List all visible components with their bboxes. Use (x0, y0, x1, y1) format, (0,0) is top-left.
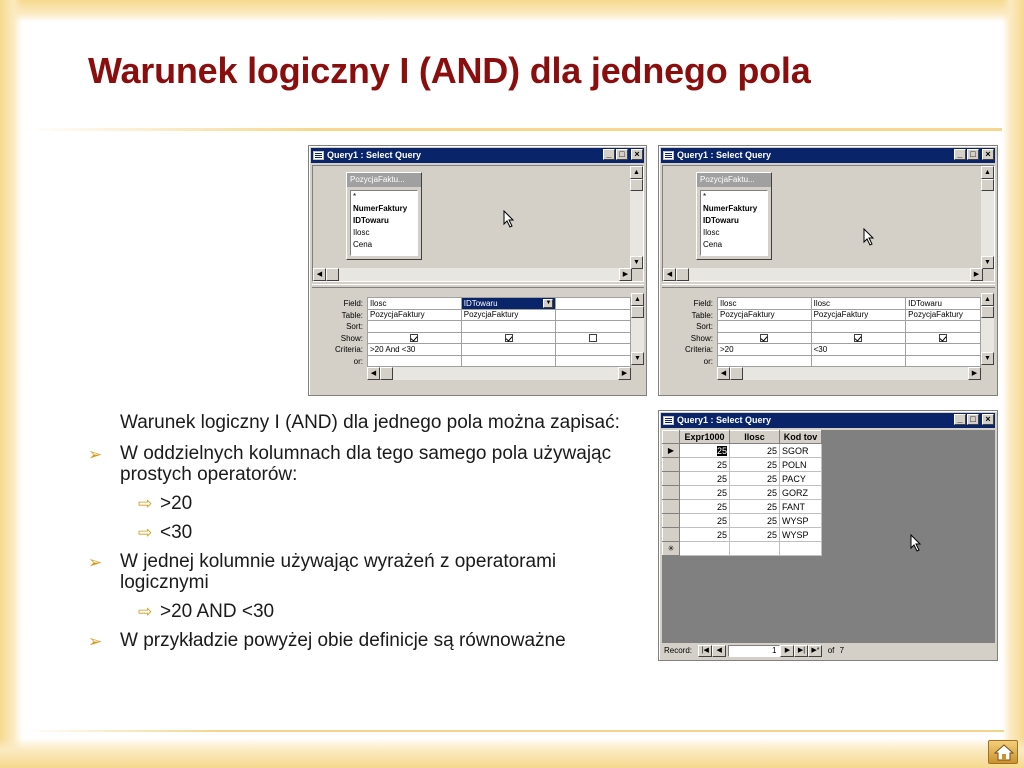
scroll-thumb[interactable] (981, 306, 994, 318)
field-list-item[interactable]: NumerFaktury (703, 204, 758, 213)
hollow-arrow-icon: ⇨ (138, 494, 153, 513)
show-checkbox[interactable] (939, 334, 947, 342)
grid-horizontal-scrollbar[interactable] (367, 367, 631, 380)
record-selector[interactable] (663, 458, 680, 472)
arrowhead-icon: ➢ (88, 445, 103, 464)
grid-cell-criteria[interactable] (556, 344, 631, 356)
close-button[interactable]: × (631, 149, 643, 160)
bullet-text: W przykładzie powyżej obie definicje są równoważne (120, 630, 566, 651)
column-header[interactable]: Expr1000 (680, 431, 730, 444)
record-selector[interactable] (663, 514, 680, 528)
table-cell[interactable]: POLN (780, 458, 822, 472)
record-selector[interactable] (663, 486, 680, 500)
scroll-left-button[interactable]: ◀ (663, 268, 676, 281)
grid-cell-criteria[interactable]: >20 (718, 344, 812, 356)
grid-vertical-scrollbar[interactable] (631, 293, 644, 365)
scroll-up-button[interactable]: ▲ (630, 166, 643, 179)
scroll-down-button[interactable]: ▼ (981, 352, 994, 365)
table-cell[interactable]: 25 (730, 444, 780, 458)
grid-cell-or[interactable] (461, 355, 556, 367)
total-records: 7 (839, 646, 845, 655)
grid-cell-sort[interactable] (811, 321, 906, 333)
show-checkbox[interactable] (505, 334, 513, 342)
bullet-text: W jednej kolumnie używając wyrażeń z operatorami logicznymi (120, 551, 557, 593)
query-icon (663, 416, 674, 425)
field-list-item[interactable]: IDTowaru (703, 216, 739, 225)
query-icon (313, 151, 324, 160)
table-cell[interactable]: GORZ (780, 486, 822, 500)
bullet-item (88, 630, 648, 651)
grid-cell-sort[interactable] (556, 321, 631, 333)
grid-cell-table[interactable]: PozycjaFaktury (461, 309, 556, 321)
scroll-left-button[interactable]: ◀ (367, 367, 380, 380)
window-titlebar (661, 413, 995, 428)
table-cell[interactable]: 25 (680, 514, 730, 528)
field-list-item[interactable]: Cena (353, 240, 373, 249)
slide-body (88, 412, 648, 659)
horizontal-scrollbar[interactable] (313, 268, 632, 281)
grid-cell-or[interactable] (368, 355, 462, 367)
grid-cell-show (718, 332, 812, 344)
grid-cell-or[interactable] (906, 355, 981, 367)
dropdown-arrow-icon[interactable]: ▼ (543, 299, 553, 308)
table-cell[interactable]: 25 (680, 458, 730, 472)
query-icon (663, 151, 674, 160)
grid-cell-or[interactable] (718, 355, 812, 367)
row-label-show: Show: (690, 333, 713, 343)
grid-cell-field[interactable]: Ilosc (811, 298, 906, 310)
grid-cell-show (811, 332, 906, 344)
scroll-thumb[interactable] (676, 268, 689, 281)
first-record-button[interactable]: |◀ (698, 645, 712, 657)
select-all-corner[interactable] (663, 431, 680, 444)
grid-row-labels (309, 298, 363, 367)
row-label-criteria: Criteria: (334, 345, 363, 354)
field-list-item[interactable]: * (353, 192, 357, 201)
column-header[interactable]: Kod tov (780, 431, 822, 444)
grid-cell-show (461, 332, 556, 344)
sub-bullet-text: <30 (160, 522, 193, 543)
window-title: Query1 : Select Query (677, 150, 772, 160)
arrowhead-icon: ➢ (88, 553, 103, 572)
table-cell[interactable]: 25 (730, 500, 780, 514)
grid-cell-show (368, 332, 462, 344)
window-title: Query1 : Select Query (677, 415, 772, 425)
grid-cell-criteria[interactable] (906, 344, 981, 356)
previous-record-button[interactable]: ◀ (712, 645, 726, 657)
scroll-thumb[interactable] (326, 268, 339, 281)
scroll-thumb[interactable] (631, 306, 644, 318)
record-number-input[interactable]: 1 (728, 645, 780, 657)
table-cell[interactable]: 25 (680, 528, 730, 542)
show-checkbox[interactable] (760, 334, 768, 342)
table-cell[interactable]: 25 (680, 500, 730, 514)
scroll-thumb[interactable] (630, 179, 643, 191)
maximize-button[interactable]: □ (967, 149, 979, 160)
design-grid (717, 297, 981, 367)
sub-bullet-item (88, 522, 648, 543)
grid-cell-criteria[interactable]: >20 And <30 (368, 344, 462, 356)
grid-cell-sort[interactable] (461, 321, 556, 333)
slide-frame-left (0, 0, 22, 768)
pane-splitter[interactable] (312, 284, 644, 288)
scroll-up-button[interactable]: ▲ (631, 293, 644, 306)
scroll-right-button[interactable]: ▶ (970, 268, 983, 281)
query-design-window-left (308, 145, 647, 396)
next-record-button[interactable]: ▶ (780, 645, 794, 657)
cell-value: 25 (716, 445, 727, 456)
grid-cell-field[interactable]: IDTowaru (906, 298, 981, 310)
of-label: of (827, 646, 835, 655)
mouse-pointer-icon (863, 228, 875, 246)
record-selector[interactable] (663, 528, 680, 542)
grid-cell-or[interactable] (556, 355, 631, 367)
record-selector[interactable] (663, 472, 680, 486)
grid-vertical-scrollbar[interactable] (981, 293, 994, 365)
sub-bullet-text: >20 (160, 493, 193, 514)
field-list-item[interactable]: * (703, 192, 707, 201)
grid-row-labels (659, 298, 713, 367)
scroll-thumb[interactable] (380, 367, 393, 380)
grid-cell-table[interactable]: PozycjaFaktury (368, 309, 462, 321)
new-record-button[interactable]: ▶* (808, 645, 822, 657)
table-cell[interactable]: 25 (730, 472, 780, 486)
column-header[interactable]: Ilosc (730, 431, 780, 444)
scroll-right-button[interactable]: ▶ (619, 268, 632, 281)
grid-cell-field[interactable]: Ilosc (718, 298, 812, 310)
field-list-item[interactable]: Ilosc (703, 228, 720, 237)
grid-horizontal-scrollbar[interactable] (717, 367, 981, 380)
table-cell[interactable]: 25 (730, 514, 780, 528)
sub-bullet-text: >20 AND <30 (160, 601, 275, 622)
minimize-button[interactable]: _ (954, 414, 966, 425)
field-list-box[interactable] (346, 172, 422, 260)
record-navigation-bar (664, 643, 994, 659)
slide-frame-right (1002, 0, 1024, 768)
scroll-down-button[interactable]: ▼ (631, 352, 644, 365)
grid-cell-sort[interactable] (718, 321, 812, 333)
table-cell[interactable]: 25 (680, 486, 730, 500)
grid-cell-field-value: IDTowaru (463, 298, 498, 308)
grid-cell-criteria[interactable]: <30 (811, 344, 906, 356)
footer-divider (22, 730, 1004, 732)
row-label-table: Table: (691, 310, 713, 320)
row-label-criteria: Criteria: (684, 345, 713, 354)
row-label-field: Field: (693, 299, 713, 308)
new-record-asterisk-icon[interactable]: ✳ (663, 542, 680, 556)
record-selector[interactable] (663, 500, 680, 514)
pane-splitter[interactable] (662, 284, 995, 288)
table-pane (662, 165, 995, 282)
bullet-text: W oddzielnych kolumnach dla tego samego pola używając prostych operatorów: (120, 443, 612, 485)
slide-title: Warunek logiczny I (AND) dla jednego pola (88, 50, 811, 91)
field-list-item[interactable]: NumerFaktury (353, 204, 408, 213)
scroll-up-button[interactable]: ▲ (981, 293, 994, 306)
row-label-or: or: (353, 356, 363, 366)
hollow-arrow-icon: ⇨ (138, 602, 153, 621)
table-cell[interactable]: FANT (780, 500, 822, 514)
table-cell[interactable] (680, 444, 730, 458)
scroll-thumb[interactable] (981, 179, 994, 191)
bullet-item (88, 443, 648, 485)
mouse-pointer-icon (503, 210, 515, 228)
row-label-field: Field: (343, 299, 363, 308)
sub-bullet-item (88, 493, 648, 514)
field-list-box[interactable] (696, 172, 772, 260)
scroll-left-button[interactable]: ◀ (313, 268, 326, 281)
design-grid (367, 297, 631, 367)
minimize-button[interactable]: _ (603, 149, 615, 160)
field-list-item[interactable]: IDTowaru (353, 216, 389, 225)
show-checkbox[interactable] (854, 334, 862, 342)
scroll-down-button[interactable]: ▼ (981, 256, 994, 269)
close-button[interactable]: × (982, 414, 994, 425)
slide-frame-bottom (0, 738, 1024, 768)
home-button[interactable] (988, 740, 1018, 764)
query-results-window (658, 410, 998, 661)
table-cell[interactable] (680, 542, 730, 556)
title-divider (22, 128, 1002, 131)
table-cell[interactable] (730, 542, 780, 556)
window-titlebar (311, 148, 644, 163)
field-list-item[interactable]: Ilosc (353, 228, 370, 237)
row-label-show: Show: (340, 333, 363, 343)
current-record-selector-icon[interactable]: ▶ (663, 444, 680, 458)
table-cell[interactable]: 25 (730, 458, 780, 472)
datasheet-area (662, 430, 995, 643)
table-cell[interactable]: SGOR (780, 444, 822, 458)
table-pane (312, 165, 644, 282)
table-cell[interactable]: 25 (730, 486, 780, 500)
grid-cell-sort[interactable] (368, 321, 462, 333)
mouse-pointer-icon (910, 534, 922, 552)
grid-cell-table[interactable]: PozycjaFaktury (718, 309, 812, 321)
grid-cell-show (556, 332, 631, 344)
table-cell[interactable]: 25 (680, 472, 730, 486)
field-list-title: PozycjaFaktu... (697, 173, 771, 187)
record-label: Record: (664, 646, 693, 655)
grid-cell-field[interactable]: Ilosc (368, 298, 462, 310)
query-design-window-right (658, 145, 998, 396)
sub-bullet-item (88, 601, 648, 622)
bullet-item (88, 551, 648, 593)
grid-cell-table[interactable]: PozycjaFaktury (906, 309, 981, 321)
table-cell[interactable]: PACY (780, 472, 822, 486)
arrowhead-icon: ➢ (88, 632, 103, 651)
table-cell[interactable]: 25 (730, 528, 780, 542)
minimize-button[interactable]: _ (954, 149, 966, 160)
table-cell[interactable]: WYSP (780, 514, 822, 528)
scroll-thumb[interactable] (730, 367, 743, 380)
last-record-button[interactable]: ▶| (794, 645, 808, 657)
close-button[interactable]: × (982, 149, 994, 160)
field-list-item[interactable]: Cena (703, 240, 723, 249)
scroll-right-button[interactable]: ▶ (618, 367, 631, 380)
grid-cell-criteria[interactable] (461, 344, 556, 356)
scroll-up-button[interactable]: ▲ (981, 166, 994, 179)
show-checkbox[interactable] (589, 334, 597, 342)
grid-cell-or[interactable] (811, 355, 906, 367)
window-title: Query1 : Select Query (327, 150, 422, 160)
table-cell[interactable]: WYSP (780, 528, 822, 542)
grid-cell-table[interactable]: PozycjaFaktury (811, 309, 906, 321)
results-datasheet (662, 430, 822, 556)
grid-cell-sort[interactable] (906, 321, 981, 333)
window-titlebar (661, 148, 995, 163)
row-label-table: Table: (341, 310, 363, 320)
row-label-or: or: (703, 356, 713, 366)
grid-cell-table[interactable] (556, 309, 631, 321)
show-checkbox[interactable] (410, 334, 418, 342)
maximize-button[interactable]: □ (616, 149, 628, 160)
grid-cell-field-selected[interactable] (461, 298, 556, 310)
grid-cell-field[interactable] (556, 298, 631, 310)
field-list-title: PozycjaFaktu... (347, 173, 421, 187)
row-label-sort: Sort: (696, 322, 713, 331)
intro-paragraph: Warunek logiczny I (AND) dla jednego pola można zapisać: (120, 412, 620, 433)
maximize-button[interactable]: □ (967, 414, 979, 425)
vertical-scrollbar[interactable] (981, 166, 994, 269)
hollow-arrow-icon: ⇨ (138, 523, 153, 542)
scroll-left-button[interactable]: ◀ (717, 367, 730, 380)
table-cell[interactable] (780, 542, 822, 556)
scroll-down-button[interactable]: ▼ (630, 256, 643, 269)
horizontal-scrollbar[interactable] (663, 268, 983, 281)
vertical-scrollbar[interactable] (630, 166, 643, 269)
scroll-right-button[interactable]: ▶ (968, 367, 981, 380)
slide-frame-top (0, 0, 1024, 22)
grid-cell-show (906, 332, 981, 344)
row-label-sort: Sort: (346, 322, 363, 331)
home-icon (994, 744, 1014, 761)
